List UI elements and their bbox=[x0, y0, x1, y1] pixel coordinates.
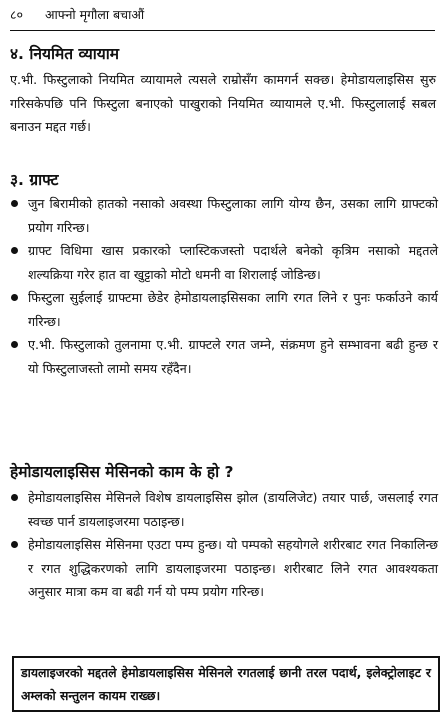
list-item-text: ए.भी. फिस्टुलाको तुलनामा ए.भी. ग्राफ्टले रगत जम्ने, संक्रमण हुने सम्भावना बढी हुन्छ र यो फिस्टुलाजस्तो लामो समय रहँदैन। bbox=[28, 337, 438, 376]
bullet-icon bbox=[11, 341, 18, 348]
list-item bbox=[10, 239, 438, 286]
bullet-icon bbox=[11, 247, 18, 254]
bullet-icon bbox=[11, 294, 18, 301]
list-item bbox=[10, 333, 438, 380]
list-item-text: जुन बिरामीको हातको नसाको अवस्था फिस्टुलाका लागि योग्य छैन, उसका लागि ग्राफ्टको प्रयोग गरिन्छ। bbox=[28, 196, 438, 235]
list-item-text: हेमोडायलाइसिस मेसिनमा एउटा पम्प हुन्छ। यो पम्पको सहयोगले शरीरबाट रगत निकालिन्छ र रगत शुद्धिकरणको लागि डायलाइजरमा पठाइन्छ। शरीरबाट लिने रगत आवश्यकता अनुसार मात्रा कम वा बढी गर्न यो पम्प प्रयोग गरिन्छ। bbox=[28, 537, 438, 599]
graft-bullet-list bbox=[10, 192, 438, 380]
bullet-icon bbox=[11, 494, 18, 501]
page-number: ८० bbox=[10, 7, 24, 22]
section-heading-machine-function: हेमोडायलाइसिस मेसिनको काम के हो ? bbox=[10, 463, 234, 481]
bullet-icon bbox=[11, 200, 18, 207]
list-item bbox=[10, 486, 438, 533]
list-item bbox=[10, 192, 438, 239]
book-title: आफ्नो मृगौला बचाऔं bbox=[45, 7, 145, 22]
list-item-text: ग्राफ्ट विधिमा खास प्रकारको प्लास्टिकजस्तो पदार्थले बनेको कृत्रिम नसाको मद्दतले शल्यक्रिया गरेर हात वा खुट्टाको मोटो धमनी वा शिरालाई जोडिन्छ। bbox=[28, 243, 438, 282]
boxed-note: डायलाइजरको मद्दतले हेमोडायलाइसिस मेसिनले रगतलाई छानी तरल पदार्थ, इलेक्ट्रोलाइट र अम्लको सन्तुलन कायम राख्छ। bbox=[12, 656, 440, 712]
list-item bbox=[10, 286, 438, 333]
list-item-text: फिस्टुला सुईलाई ग्राफ्टमा छेडेर हेमोडायलाइसिसका लागि रगत लिने र पुनः फर्काउने कार्य गरिन्छ। bbox=[28, 290, 438, 329]
list-item-text: हेमोडायलाइसिस मेसिनले विशेष डायलाइसिस झोल (डायलिजेट) तयार पार्छ, जसलाई रगत स्वच्छ पार्न डायलाइजरमा पठाइन्छ। bbox=[28, 490, 438, 529]
section-heading-graft: ३. ग्राफ्ट bbox=[10, 171, 59, 189]
bullet-icon bbox=[11, 541, 18, 548]
section-heading-regular-exercise: ४. नियमित व्यायाम bbox=[10, 45, 120, 63]
section-paragraph-regular-exercise: ए.भी. फिस्टुलाको नियमित व्यायामले त्यसले राम्रोसँग कामगर्न सक्छ। हेमोडायलाइसिस सुरु गरिसकेपछि पनि फिस्टुला बनाएको पाखुराको नियमित व्यायामले ए.भी. फिस्टुलालाई सबल बनाउन मद्दत गर्छ। bbox=[10, 72, 436, 134]
list-item bbox=[10, 533, 438, 604]
running-header bbox=[10, 4, 435, 31]
machine-bullet-list bbox=[10, 486, 438, 604]
